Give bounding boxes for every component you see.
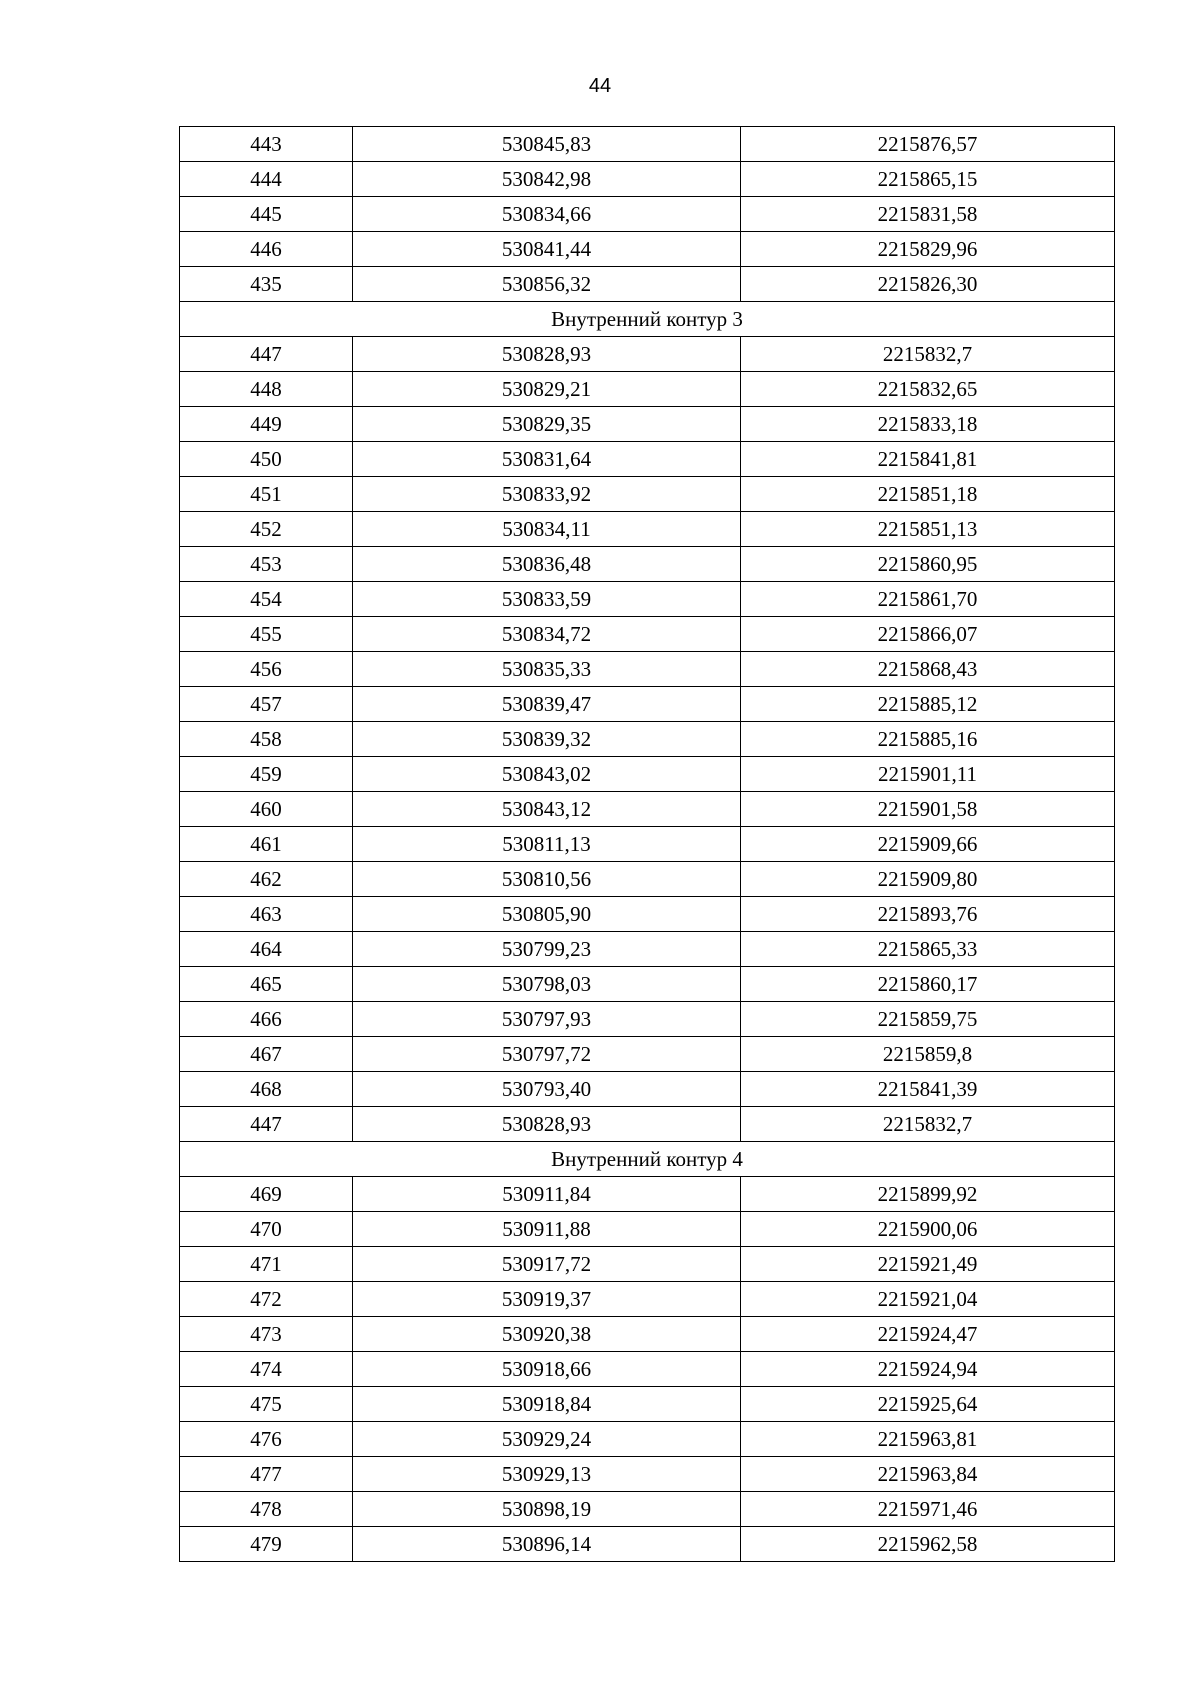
point-number-cell: 450 <box>180 442 353 477</box>
point-number-cell: 462 <box>180 862 353 897</box>
table-row <box>180 687 1115 722</box>
point-number-cell: 453 <box>180 547 353 582</box>
x-coordinate-cell: 530805,90 <box>353 897 741 932</box>
table-row <box>180 1107 1115 1142</box>
y-coordinate-cell: 2215865,33 <box>741 932 1115 967</box>
x-coordinate-cell: 530833,92 <box>353 477 741 512</box>
table-row <box>180 1247 1115 1282</box>
table-row <box>180 442 1115 477</box>
table-row <box>180 792 1115 827</box>
point-number-cell: 455 <box>180 617 353 652</box>
y-coordinate-cell: 2215921,04 <box>741 1282 1115 1317</box>
x-coordinate-cell: 530797,93 <box>353 1002 741 1037</box>
x-coordinate-cell: 530911,88 <box>353 1212 741 1247</box>
y-coordinate-cell: 2215925,64 <box>741 1387 1115 1422</box>
table-row <box>180 1282 1115 1317</box>
point-number-cell: 467 <box>180 1037 353 1072</box>
section-row <box>180 1142 1115 1177</box>
point-number-cell: 451 <box>180 477 353 512</box>
table-row <box>180 1527 1115 1562</box>
point-number-cell: 470 <box>180 1212 353 1247</box>
table-row <box>180 827 1115 862</box>
point-number-cell: 447 <box>180 1107 353 1142</box>
y-coordinate-cell: 2215868,43 <box>741 652 1115 687</box>
point-number-cell: 435 <box>180 267 353 302</box>
x-coordinate-cell: 530839,47 <box>353 687 741 722</box>
point-number-cell: 459 <box>180 757 353 792</box>
point-number-cell: 466 <box>180 1002 353 1037</box>
table-row <box>180 267 1115 302</box>
table-row <box>180 337 1115 372</box>
point-number-cell: 472 <box>180 1282 353 1317</box>
table-row <box>180 757 1115 792</box>
y-coordinate-cell: 2215866,07 <box>741 617 1115 652</box>
table-row <box>180 862 1115 897</box>
x-coordinate-cell: 530918,66 <box>353 1352 741 1387</box>
point-number-cell: 478 <box>180 1492 353 1527</box>
y-coordinate-cell: 2215832,7 <box>741 1107 1115 1142</box>
x-coordinate-cell: 530828,93 <box>353 337 741 372</box>
table-row <box>180 617 1115 652</box>
point-number-cell: 457 <box>180 687 353 722</box>
coordinates-table-body <box>180 127 1115 1562</box>
x-coordinate-cell: 530798,03 <box>353 967 741 1002</box>
x-coordinate-cell: 530841,44 <box>353 232 741 267</box>
x-coordinate-cell: 530828,93 <box>353 1107 741 1142</box>
x-coordinate-cell: 530845,83 <box>353 127 741 162</box>
y-coordinate-cell: 2215921,49 <box>741 1247 1115 1282</box>
point-number-cell: 444 <box>180 162 353 197</box>
table-row <box>180 1387 1115 1422</box>
point-number-cell: 471 <box>180 1247 353 1282</box>
y-coordinate-cell: 2215826,30 <box>741 267 1115 302</box>
x-coordinate-cell: 530919,37 <box>353 1282 741 1317</box>
y-coordinate-cell: 2215885,16 <box>741 722 1115 757</box>
table-row <box>180 967 1115 1002</box>
x-coordinate-cell: 530929,24 <box>353 1422 741 1457</box>
x-coordinate-cell: 530896,14 <box>353 1527 741 1562</box>
table-row <box>180 1212 1115 1247</box>
table-row <box>180 407 1115 442</box>
table-row <box>180 1457 1115 1492</box>
y-coordinate-cell: 2215963,84 <box>741 1457 1115 1492</box>
x-coordinate-cell: 530839,32 <box>353 722 741 757</box>
section-title: Внутренний контур 3 <box>180 302 1115 337</box>
y-coordinate-cell: 2215865,15 <box>741 162 1115 197</box>
point-number-cell: 474 <box>180 1352 353 1387</box>
y-coordinate-cell: 2215885,12 <box>741 687 1115 722</box>
y-coordinate-cell: 2215876,57 <box>741 127 1115 162</box>
point-number-cell: 456 <box>180 652 353 687</box>
x-coordinate-cell: 530835,33 <box>353 652 741 687</box>
point-number-cell: 443 <box>180 127 353 162</box>
table-row <box>180 372 1115 407</box>
x-coordinate-cell: 530898,19 <box>353 1492 741 1527</box>
section-title: Внутренний контур 4 <box>180 1142 1115 1177</box>
point-number-cell: 445 <box>180 197 353 232</box>
x-coordinate-cell: 530911,84 <box>353 1177 741 1212</box>
y-coordinate-cell: 2215901,58 <box>741 792 1115 827</box>
section-row <box>180 302 1115 337</box>
y-coordinate-cell: 2215909,66 <box>741 827 1115 862</box>
y-coordinate-cell: 2215860,95 <box>741 547 1115 582</box>
y-coordinate-cell: 2215893,76 <box>741 897 1115 932</box>
table-row <box>180 512 1115 547</box>
point-number-cell: 477 <box>180 1457 353 1492</box>
x-coordinate-cell: 530811,13 <box>353 827 741 862</box>
table-row <box>180 1177 1115 1212</box>
point-number-cell: 464 <box>180 932 353 967</box>
y-coordinate-cell: 2215901,11 <box>741 757 1115 792</box>
table-row <box>180 197 1115 232</box>
table-row <box>180 547 1115 582</box>
table-row <box>180 1037 1115 1072</box>
point-number-cell: 463 <box>180 897 353 932</box>
y-coordinate-cell: 2215841,81 <box>741 442 1115 477</box>
point-number-cell: 449 <box>180 407 353 442</box>
x-coordinate-cell: 530836,48 <box>353 547 741 582</box>
point-number-cell: 479 <box>180 1527 353 1562</box>
x-coordinate-cell: 530810,56 <box>353 862 741 897</box>
x-coordinate-cell: 530834,72 <box>353 617 741 652</box>
table-row <box>180 162 1115 197</box>
y-coordinate-cell: 2215831,58 <box>741 197 1115 232</box>
point-number-cell: 476 <box>180 1422 353 1457</box>
table-row <box>180 1422 1115 1457</box>
x-coordinate-cell: 530793,40 <box>353 1072 741 1107</box>
table-row <box>180 232 1115 267</box>
y-coordinate-cell: 2215924,47 <box>741 1317 1115 1352</box>
table-row <box>180 652 1115 687</box>
y-coordinate-cell: 2215861,70 <box>741 582 1115 617</box>
y-coordinate-cell: 2215832,65 <box>741 372 1115 407</box>
y-coordinate-cell: 2215971,46 <box>741 1492 1115 1527</box>
point-number-cell: 447 <box>180 337 353 372</box>
x-coordinate-cell: 530929,13 <box>353 1457 741 1492</box>
point-number-cell: 458 <box>180 722 353 757</box>
page-number: 44 <box>588 75 612 97</box>
x-coordinate-cell: 530834,11 <box>353 512 741 547</box>
coordinates-table <box>179 126 1115 1562</box>
y-coordinate-cell: 2215833,18 <box>741 407 1115 442</box>
x-coordinate-cell: 530831,64 <box>353 442 741 477</box>
point-number-cell: 469 <box>180 1177 353 1212</box>
point-number-cell: 454 <box>180 582 353 617</box>
x-coordinate-cell: 530920,38 <box>353 1317 741 1352</box>
point-number-cell: 475 <box>180 1387 353 1422</box>
table-row <box>180 1002 1115 1037</box>
x-coordinate-cell: 530833,59 <box>353 582 741 617</box>
y-coordinate-cell: 2215859,8 <box>741 1037 1115 1072</box>
table-row <box>180 932 1115 967</box>
point-number-cell: 446 <box>180 232 353 267</box>
point-number-cell: 452 <box>180 512 353 547</box>
x-coordinate-cell: 530797,72 <box>353 1037 741 1072</box>
y-coordinate-cell: 2215900,06 <box>741 1212 1115 1247</box>
table-row <box>180 1317 1115 1352</box>
point-number-cell: 465 <box>180 967 353 1002</box>
y-coordinate-cell: 2215909,80 <box>741 862 1115 897</box>
y-coordinate-cell: 2215832,7 <box>741 337 1115 372</box>
x-coordinate-cell: 530799,23 <box>353 932 741 967</box>
x-coordinate-cell: 530843,02 <box>353 757 741 792</box>
x-coordinate-cell: 530917,72 <box>353 1247 741 1282</box>
y-coordinate-cell: 2215859,75 <box>741 1002 1115 1037</box>
x-coordinate-cell: 530834,66 <box>353 197 741 232</box>
y-coordinate-cell: 2215899,92 <box>741 1177 1115 1212</box>
y-coordinate-cell: 2215851,18 <box>741 477 1115 512</box>
x-coordinate-cell: 530918,84 <box>353 1387 741 1422</box>
table-row <box>180 897 1115 932</box>
point-number-cell: 461 <box>180 827 353 862</box>
table-row <box>180 1352 1115 1387</box>
x-coordinate-cell: 530829,21 <box>353 372 741 407</box>
y-coordinate-cell: 2215962,58 <box>741 1527 1115 1562</box>
y-coordinate-cell: 2215851,13 <box>741 512 1115 547</box>
table-row <box>180 127 1115 162</box>
table-row <box>180 1492 1115 1527</box>
y-coordinate-cell: 2215841,39 <box>741 1072 1115 1107</box>
point-number-cell: 460 <box>180 792 353 827</box>
x-coordinate-cell: 530843,12 <box>353 792 741 827</box>
y-coordinate-cell: 2215829,96 <box>741 232 1115 267</box>
x-coordinate-cell: 530829,35 <box>353 407 741 442</box>
y-coordinate-cell: 2215860,17 <box>741 967 1115 1002</box>
point-number-cell: 468 <box>180 1072 353 1107</box>
x-coordinate-cell: 530856,32 <box>353 267 741 302</box>
point-number-cell: 473 <box>180 1317 353 1352</box>
table-row <box>180 477 1115 512</box>
table-row <box>180 1072 1115 1107</box>
y-coordinate-cell: 2215963,81 <box>741 1422 1115 1457</box>
point-number-cell: 448 <box>180 372 353 407</box>
table-row <box>180 582 1115 617</box>
table-row <box>180 722 1115 757</box>
x-coordinate-cell: 530842,98 <box>353 162 741 197</box>
y-coordinate-cell: 2215924,94 <box>741 1352 1115 1387</box>
